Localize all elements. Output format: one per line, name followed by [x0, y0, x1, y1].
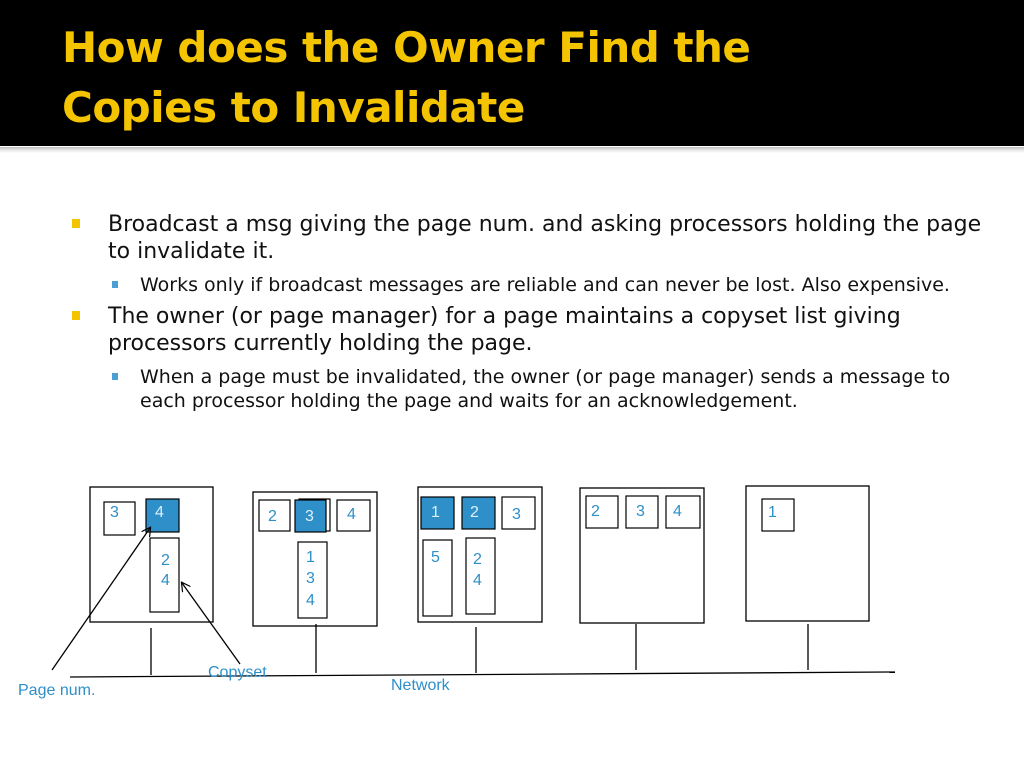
page-label: 3 [305, 508, 314, 525]
page-box [762, 499, 794, 531]
page-label: 2 [591, 503, 600, 520]
page-label: 1 [431, 504, 440, 521]
page-label: 3 [512, 506, 521, 523]
copyset-entry: 3 [306, 570, 315, 587]
page-num-arrow [52, 528, 150, 670]
page-label: 1 [768, 504, 777, 521]
copyset-entry: 4 [161, 572, 170, 589]
page-label: 2 [470, 504, 479, 521]
processor-5 [746, 486, 869, 670]
page-num-label: Page num. [18, 682, 96, 699]
title-line-2: Copies to Invalidate [62, 83, 525, 132]
page-label: 3 [110, 504, 119, 521]
copyset-entry: 2 [473, 551, 482, 568]
title-line-1: How does the Owner Find the [62, 23, 751, 72]
sub-bullet-text: Works only if broadcast messages are reliable and can never be lost. Also expensive. [140, 274, 950, 296]
processor-1 [90, 487, 213, 675]
bullet-text: Broadcast a msg giving the page num. and asking processors holding the page to invalidate it. [108, 212, 982, 264]
sub-bullet-text: When a page must be invalidated, the owner (or page manager) sends a message to each processor holding the page and waits for an acknowledgement. [140, 366, 951, 412]
page-label: 4 [347, 506, 356, 523]
page-label: 4 [155, 504, 164, 521]
page-box [104, 502, 135, 535]
page-label: 5 [431, 549, 440, 566]
copyset-entry: 4 [306, 592, 315, 609]
copyset-entry: 1 [306, 549, 315, 566]
copyset-arrow [182, 583, 240, 664]
page-box [666, 496, 700, 528]
processor-3 [418, 487, 542, 673]
copyset-entry: 2 [161, 552, 170, 569]
page-label: 4 [673, 503, 682, 520]
copyset-label: Copyset [208, 664, 267, 681]
page-label: 2 [268, 508, 277, 525]
network-line [70, 672, 895, 677]
processor-4 [580, 488, 704, 670]
page-label: 3 [636, 503, 645, 520]
copyset-entry: 4 [473, 572, 482, 589]
processor-2 [253, 492, 377, 673]
network-label: Network [391, 677, 450, 694]
bullet-text: The owner (or page manager) for a page maintains a copyset list giving processors currently holding the page. [108, 304, 901, 356]
